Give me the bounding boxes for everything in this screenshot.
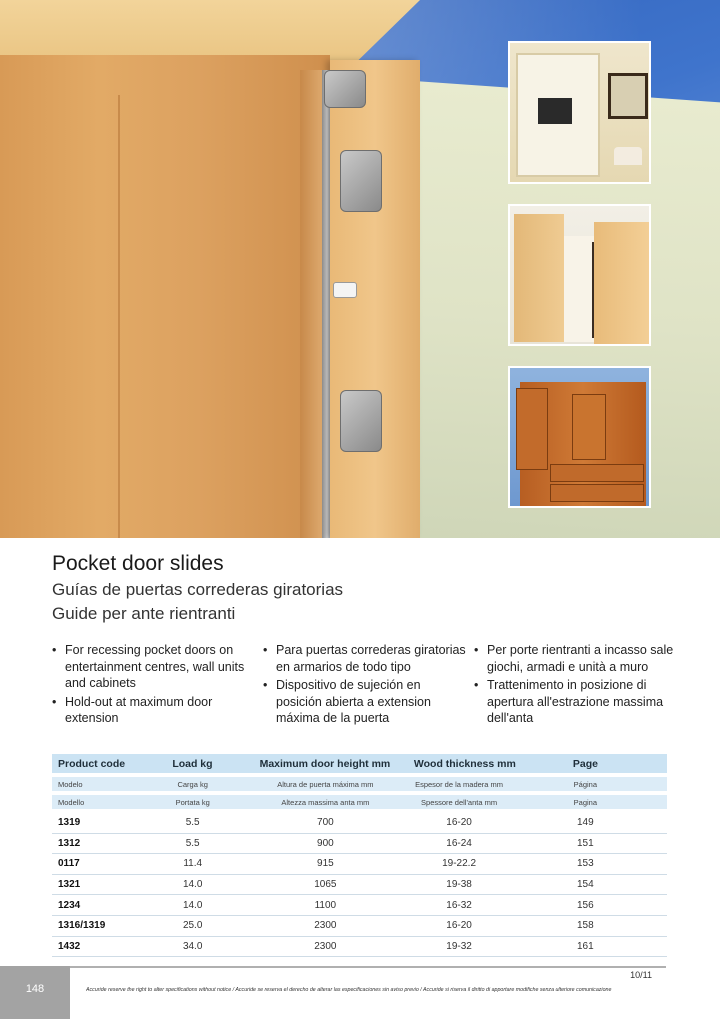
cell-wood-thickness: 16-24	[446, 837, 472, 849]
armoire-drawer	[550, 484, 644, 502]
cell-max-height: 700	[317, 817, 334, 829]
header-page: Page	[572, 757, 598, 770]
cell-product-code: 1312	[58, 837, 81, 849]
armoire-door-right	[572, 394, 606, 460]
cell-product-code: 1319	[58, 817, 81, 829]
pocket-door	[330, 60, 420, 538]
header-it-cell: Modello	[58, 797, 85, 807]
cell-load: 25.0	[182, 920, 203, 932]
cell-wood-thickness: 16-20	[446, 817, 472, 829]
cell-max-height: 2300	[314, 940, 337, 952]
cell-wood-thickness: 16-20	[446, 920, 472, 932]
features-it	[474, 642, 674, 729]
cell-load: 34.0	[182, 940, 203, 952]
cell-max-height: 1100	[314, 899, 337, 911]
cell-load: 14.0	[182, 879, 203, 891]
cell-wood-thickness: 19-32	[446, 940, 472, 952]
cell-max-height: 2300	[314, 920, 337, 932]
spec-table	[52, 754, 667, 957]
cell-wood-thickness: 19-22.2	[442, 858, 477, 870]
features-en	[52, 642, 257, 729]
header-product-code: Product code	[58, 757, 126, 770]
table-row	[52, 834, 667, 855]
cell-max-height: 900	[317, 837, 334, 849]
cell-page: 158	[576, 920, 594, 932]
header-es-cell: Página	[573, 779, 597, 789]
lamp-shade	[614, 147, 642, 165]
header-es-cell: Espesor de la madera mm	[415, 779, 504, 789]
table-row	[52, 854, 667, 875]
cell-product-code: 1234	[58, 899, 81, 911]
page-subtitle-it: Guide per ante rientranti	[52, 604, 236, 623]
features-es	[263, 642, 468, 729]
door-stop	[333, 282, 357, 298]
cabinet-side	[0, 55, 330, 538]
feature-item: • Trattenimento in posizione di apertura all'estrazione massima dell'anta	[474, 677, 674, 727]
thumbnail-armoire	[508, 366, 651, 508]
feature-item: • Hold-out at maximum door extension	[52, 694, 257, 727]
cell-product-code: 1432	[58, 940, 81, 952]
hinge-top	[340, 150, 382, 212]
table-row	[52, 813, 667, 834]
header-es-cell: Altura de puerta máxima mm	[277, 779, 374, 789]
feature-item: • For recessing pocket doors on entertainment centres, wall units and cabinets	[52, 642, 257, 692]
cell-page: 151	[576, 837, 594, 849]
header-es-cell: Carga kg	[177, 779, 208, 789]
thumbnail-entertainment-centre	[508, 41, 651, 184]
header-it-cell: Pagina	[573, 797, 597, 807]
cell-product-code: 1321	[58, 879, 81, 891]
armoire-door-left	[516, 388, 548, 470]
tv-screen	[538, 98, 572, 124]
table-row	[52, 895, 667, 916]
cell-load: 5.5	[185, 837, 200, 849]
thumbnail-cabinet-slide	[508, 204, 651, 346]
cabinet-seam	[118, 95, 120, 538]
armoire-drawer	[550, 464, 644, 482]
header-max-height: Maximum door height mm	[259, 757, 391, 770]
open-door	[594, 222, 649, 344]
header-it-cell: Portata kg	[175, 797, 210, 807]
cell-product-code: 1316/1319	[58, 920, 106, 932]
table-row	[52, 937, 667, 958]
footer-date: 10/11	[630, 970, 652, 980]
page-subtitle-es: Guías de puertas correderas giratorias	[52, 580, 344, 599]
table-row	[52, 875, 667, 896]
cell-max-height: 915	[317, 858, 334, 870]
cabinet-side-panel	[514, 214, 564, 342]
header-wood-thickness: Wood thickness mm	[413, 757, 516, 770]
feature-item: • Para puertas correderas giratorias en armarios de todo tipo	[263, 642, 468, 675]
wall-picture	[608, 73, 648, 119]
table-row	[52, 916, 667, 937]
cell-page: 156	[576, 899, 594, 911]
cell-page: 153	[576, 858, 594, 870]
cell-page: 149	[576, 817, 594, 829]
feature-item: • Per porte rientranti a incasso sale giochi, armadi e unità a muro	[474, 642, 674, 675]
slide-bracket	[324, 70, 366, 108]
cell-page: 161	[576, 940, 594, 952]
table-header-it	[52, 795, 667, 809]
page-number: 148	[25, 983, 45, 995]
footer-rule	[70, 966, 666, 968]
table-header	[52, 754, 667, 773]
cell-load: 5.5	[185, 817, 200, 829]
cell-wood-thickness: 16-32	[446, 899, 472, 911]
cell-product-code: 0117	[58, 858, 80, 870]
header-load: Load kg	[172, 757, 213, 770]
cell-load: 11.4	[183, 858, 203, 870]
header-it-cell: Spessore dell'anta mm	[421, 797, 498, 807]
cell-max-height: 1065	[314, 879, 337, 891]
cabinet-interior	[564, 236, 594, 342]
cell-load: 14.0	[182, 899, 203, 911]
cell-wood-thickness: 19-38	[446, 879, 472, 891]
cell-page: 154	[576, 879, 594, 891]
feature-item: • Dispositivo de sujeción en posición abierta a extension máxima de la puerta	[263, 677, 468, 727]
header-it-cell: Altezza massima anta mm	[281, 797, 370, 807]
hinge-bottom	[340, 390, 382, 452]
footer-disclaimer: Accuride reserve the right to alter specifications without notice / Accuride se reserva el derecho de alterar las especificaciones sin aviso previo / Accuride si riserva il diritto di apportare modifiche senza ulteriore comunicazione	[86, 987, 612, 993]
page-title: Pocket door slides	[52, 552, 224, 575]
header-es-cell: Modelo	[58, 779, 83, 789]
table-header-es	[52, 777, 667, 791]
